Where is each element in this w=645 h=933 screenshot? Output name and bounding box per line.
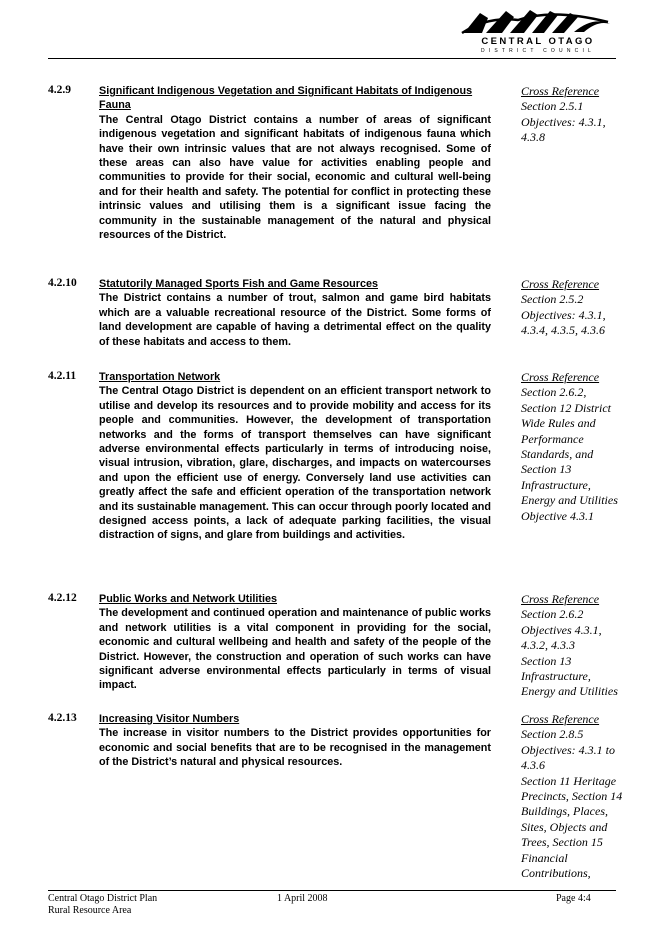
section-title: Statutorily Managed Sports Fish and Game Resources — [99, 278, 378, 290]
section-text: The District contains a number of trout, salmon and game bird habitats which are a valuable recreational resource of the District. Some forms of land development are capable of having a detrimental effect on the quality of these habitats and access to them. — [99, 292, 491, 348]
xref-line: Section 2.5.1 — [521, 99, 584, 114]
cross-reference-heading: Cross Reference — [521, 712, 600, 726]
hills-logo-icon — [458, 6, 616, 36]
section-body — [99, 592, 491, 693]
section-text: The Central Otago District contains a number of areas of significant indigenous vegetation and significant habitats of indigenous fauna which have their own intrinsic values that are not always recognised. Some of these areas can also have value for activities enabling people and communities to provide for their social, economic and cultural well-being and for their health and safety. The potential for conflict in protecting these intrinsic values and utilising them is a significant issue facing the community in the sustainable management of the natural and physical resources of the District. — [99, 113, 491, 242]
cross-reference — [521, 712, 641, 881]
section-title: Public Works and Network Utilities — [99, 593, 277, 605]
footer-left — [48, 893, 157, 917]
xref-line: Performance — [521, 431, 584, 446]
section-text: The Central Otago District is dependent on an efficient transport network to utilise and develop its resources and to provide mobility and access for its people and communities. However, the development of transportation networks and the forms of transport themselves can have significant adverse environmental effects particularly in terms of introducing noise, visual intrusion, vibration, glare, discharges, and impacts on watercourses and upon the efficient use of energy. Conversely land use activities can greatly affect the safe and efficient operation of the transportation network and its sustainable management. This can occur through poorly located and designed access points, a lack of adequate parking facilities, the visual distraction of signs, and glare from buildings and activities. — [99, 385, 491, 542]
cross-reference-heading: Cross Reference — [521, 592, 600, 606]
xref-line: Objective 4.3.1 — [521, 508, 594, 523]
xref-line: Section 13 — [521, 653, 572, 668]
footer-plan-name: Central Otago District Plan — [48, 893, 158, 904]
xref-line: Buildings, Places, — [521, 804, 608, 819]
section-number: 4.2.13 — [48, 712, 77, 724]
cross-reference — [521, 277, 641, 339]
xref-line: Section 2.5.2 — [521, 292, 584, 307]
section-number: 4.2.9 — [48, 84, 71, 96]
xref-line: Energy and Utilities — [521, 493, 618, 508]
section-title: Significant Indigenous Vegetation and Significant Habitats of Indigenous Fauna — [99, 85, 473, 112]
xref-line: 4.3.6 — [521, 758, 545, 773]
council-logo — [458, 6, 616, 58]
xref-line: Section 2.6.2 — [521, 607, 584, 622]
xref-line: Energy and Utilities — [521, 684, 618, 699]
section-number: 4.2.10 — [48, 277, 77, 289]
xref-line: 4.3.2, 4.3.3 — [521, 638, 575, 653]
header-divider — [48, 58, 616, 59]
cross-reference — [521, 592, 641, 700]
xref-line: Section 12 District — [521, 400, 611, 415]
xref-line: Financial — [521, 850, 568, 865]
xref-line: Contributions, — [521, 866, 591, 881]
footer-page-number: Page 4:4 — [556, 893, 591, 904]
section-body — [99, 277, 491, 349]
section-text: The increase in visitor numbers to the District provides opportunities for economic and social benefits that are to be recognised in the management of the District’s natural and physical resources. — [99, 727, 491, 769]
footer-area-name: Rural Resource Area — [48, 905, 132, 916]
xref-line: 4.3.4, 4.3.5, 4.3.6 — [521, 323, 605, 338]
xref-line: Trees, Section 15 — [521, 835, 603, 850]
section-title: Transportation Network — [99, 371, 221, 383]
cross-reference — [521, 370, 641, 524]
xref-line: 4.3.8 — [521, 130, 545, 145]
xref-line: Precincts, Section 14 — [521, 789, 623, 804]
xref-line: Infrastructure, — [521, 477, 591, 492]
section-body — [99, 84, 491, 242]
cross-reference — [521, 84, 641, 146]
section-text: The development and continued operation and maintenance of public works and network utilities is a vital component in providing for the social, economic and cultural wellbeing and health and safety of the people of the District. However, the construction and operation of such works can have significant adverse environmental effects particularly in terms of visual impact. — [99, 607, 491, 692]
xref-line: Wide Rules and — [521, 416, 596, 431]
xref-line: Objectives 4.3.1, — [521, 622, 602, 637]
xref-line: Section 13 — [521, 462, 572, 477]
xref-line: Section 2.8.5 — [521, 727, 584, 742]
section-number: 4.2.12 — [48, 592, 77, 604]
xref-line: Objectives: 4.3.1, — [521, 307, 606, 322]
xref-line: Objectives: 4.3.1 to — [521, 742, 615, 757]
cross-reference-heading: Cross Reference — [521, 84, 600, 98]
xref-line: Section 11 Heritage — [521, 773, 617, 788]
logo-main-text: CENTRAL OTAGO — [481, 36, 595, 47]
section-body — [99, 370, 491, 543]
cross-reference-heading: Cross Reference — [521, 277, 600, 291]
xref-line: Objectives: 4.3.1, — [521, 114, 606, 129]
section-title: Increasing Visitor Numbers — [99, 713, 240, 725]
xref-line: Standards, and — [521, 447, 594, 462]
section-body — [99, 712, 491, 770]
footer-date: 1 April 2008 — [277, 893, 328, 904]
xref-line: Section 2.6.2, — [521, 385, 587, 400]
xref-line: Sites, Objects and — [521, 819, 608, 834]
section-number: 4.2.11 — [48, 370, 77, 382]
xref-line: Infrastructure, — [521, 669, 591, 684]
cross-reference-heading: Cross Reference — [521, 370, 600, 384]
logo-sub-text: DISTRICT COUNCIL — [480, 48, 596, 54]
footer-divider — [48, 890, 616, 891]
